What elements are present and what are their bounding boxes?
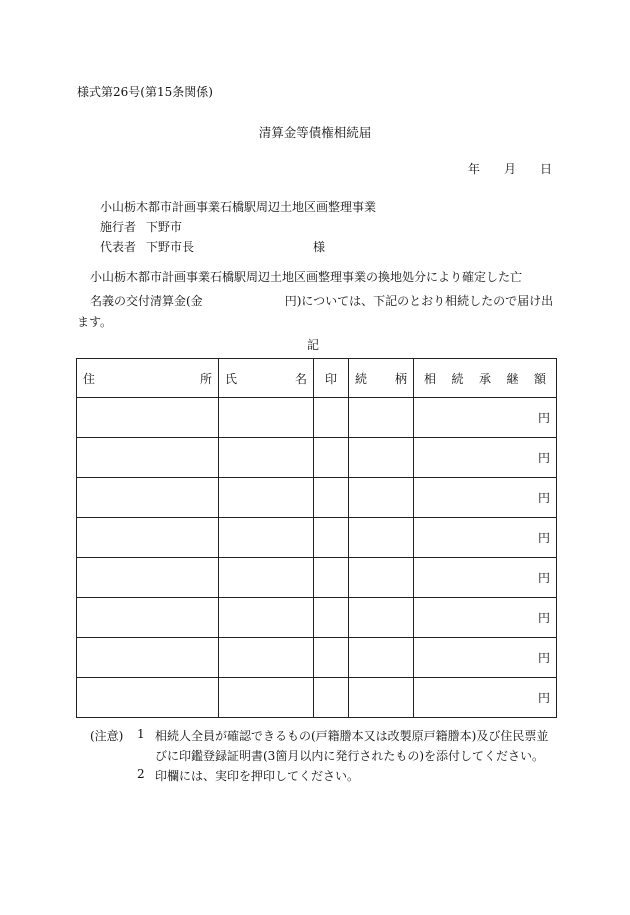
cell-seal[interactable] xyxy=(314,598,349,638)
document-title: 清算金等債権相続届 xyxy=(258,125,372,140)
cell-name[interactable] xyxy=(219,638,314,678)
cell-seal[interactable] xyxy=(314,478,349,518)
cell-relation[interactable] xyxy=(349,678,414,718)
cell-relation[interactable] xyxy=(349,598,414,638)
representative-label: 代表者 xyxy=(100,240,137,254)
cell-address[interactable] xyxy=(77,438,219,478)
cell-address[interactable] xyxy=(77,478,219,518)
cell-seal[interactable] xyxy=(314,438,349,478)
body-line-1: 小山栃木都市計画事業石橋駅周辺土地区画整理事業の換地処分により確定した亡 xyxy=(90,270,523,284)
cell-amount[interactable] xyxy=(414,478,557,518)
cell-relation[interactable] xyxy=(349,478,414,518)
table-row xyxy=(77,398,557,438)
body-line-2-b: 円)については、下記のとおり相続したので届け出 xyxy=(284,294,554,308)
ki-heading: 記 xyxy=(307,338,320,352)
note-1-text-a: 相続人全員が確認できるもの(戸籍謄本又は改製原戸籍謄本)及び住民票並 xyxy=(155,729,549,743)
heirs-table xyxy=(76,358,557,718)
cell-name[interactable] xyxy=(219,438,314,478)
cell-name[interactable] xyxy=(219,478,314,518)
cell-amount[interactable] xyxy=(414,678,557,718)
yen-label: 円 xyxy=(537,651,550,665)
honorific: 様 xyxy=(313,240,326,254)
date-month-label: 月 xyxy=(504,162,517,176)
table-header-row xyxy=(77,359,557,398)
date-day-label: 日 xyxy=(540,162,553,176)
cell-name[interactable] xyxy=(219,598,314,638)
cell-amount[interactable] xyxy=(414,518,557,558)
table-row xyxy=(77,598,557,638)
cell-amount[interactable] xyxy=(414,398,557,438)
header-address: 住 所 xyxy=(77,359,219,398)
addressee-representative xyxy=(100,238,194,255)
cell-amount[interactable] xyxy=(414,558,557,598)
yen-label: 円 xyxy=(537,611,550,625)
note-1-text-b: びに印鑑登録証明書(3箇月以内に発行されたもの)を添付してください。 xyxy=(155,749,545,763)
executor-value: 下野市 xyxy=(146,220,183,234)
cell-relation[interactable] xyxy=(349,518,414,558)
header-amount: 相 続 承 継 額 xyxy=(414,359,557,398)
cell-amount[interactable] xyxy=(414,438,557,478)
header-name: 氏 名 xyxy=(219,359,314,398)
addressee-project: 小山栃木都市計画事業石橋駅周辺土地区画整理事業 xyxy=(100,200,377,214)
cell-amount[interactable] xyxy=(414,638,557,678)
cell-name[interactable] xyxy=(219,678,314,718)
cell-address[interactable] xyxy=(77,398,219,438)
body-line-2-a: 名義の交付清算金(金 xyxy=(90,294,203,308)
cell-address[interactable] xyxy=(77,558,219,598)
table-row xyxy=(77,558,557,598)
yen-label: 円 xyxy=(537,451,550,465)
cell-amount[interactable] xyxy=(414,598,557,638)
yen-label: 円 xyxy=(537,411,550,425)
cell-name[interactable] xyxy=(219,398,314,438)
yen-label: 円 xyxy=(537,491,550,505)
cell-seal[interactable] xyxy=(314,558,349,598)
table-row xyxy=(77,438,557,478)
form-number: 様式第26号(第15条関係) xyxy=(77,85,213,99)
table-row xyxy=(77,478,557,518)
table-row xyxy=(77,678,557,718)
cell-name[interactable] xyxy=(219,558,314,598)
table-row xyxy=(77,638,557,678)
cell-address[interactable] xyxy=(77,638,219,678)
addressee-executor xyxy=(100,218,182,235)
yen-label: 円 xyxy=(537,571,550,585)
cell-seal[interactable] xyxy=(314,518,349,558)
table-row xyxy=(77,518,557,558)
cell-address[interactable] xyxy=(77,598,219,638)
representative-value: 下野市長 xyxy=(146,240,195,254)
cell-seal[interactable] xyxy=(314,398,349,438)
cell-relation[interactable] xyxy=(349,638,414,678)
notes-label: (注意) xyxy=(90,729,124,743)
yen-label: 円 xyxy=(537,531,550,545)
date-year-label: 年 xyxy=(468,162,481,176)
note-1-number: 1 xyxy=(137,727,145,741)
yen-label: 円 xyxy=(537,691,550,705)
cell-seal[interactable] xyxy=(314,638,349,678)
cell-name[interactable] xyxy=(219,518,314,558)
executor-label: 施行者 xyxy=(100,220,137,234)
cell-relation[interactable] xyxy=(349,438,414,478)
body-line-2 xyxy=(90,292,553,309)
body-line-3: ます。 xyxy=(77,315,113,329)
cell-address[interactable] xyxy=(77,678,219,718)
note-2-text: 印欄には、実印を押印してください。 xyxy=(155,769,360,783)
header-relation: 続 柄 xyxy=(349,359,414,398)
cell-address[interactable] xyxy=(77,518,219,558)
cell-relation[interactable] xyxy=(349,558,414,598)
cell-seal[interactable] xyxy=(314,678,349,718)
cell-relation[interactable] xyxy=(349,398,414,438)
header-seal: 印 xyxy=(314,359,349,398)
note-2-number: 2 xyxy=(137,767,145,781)
